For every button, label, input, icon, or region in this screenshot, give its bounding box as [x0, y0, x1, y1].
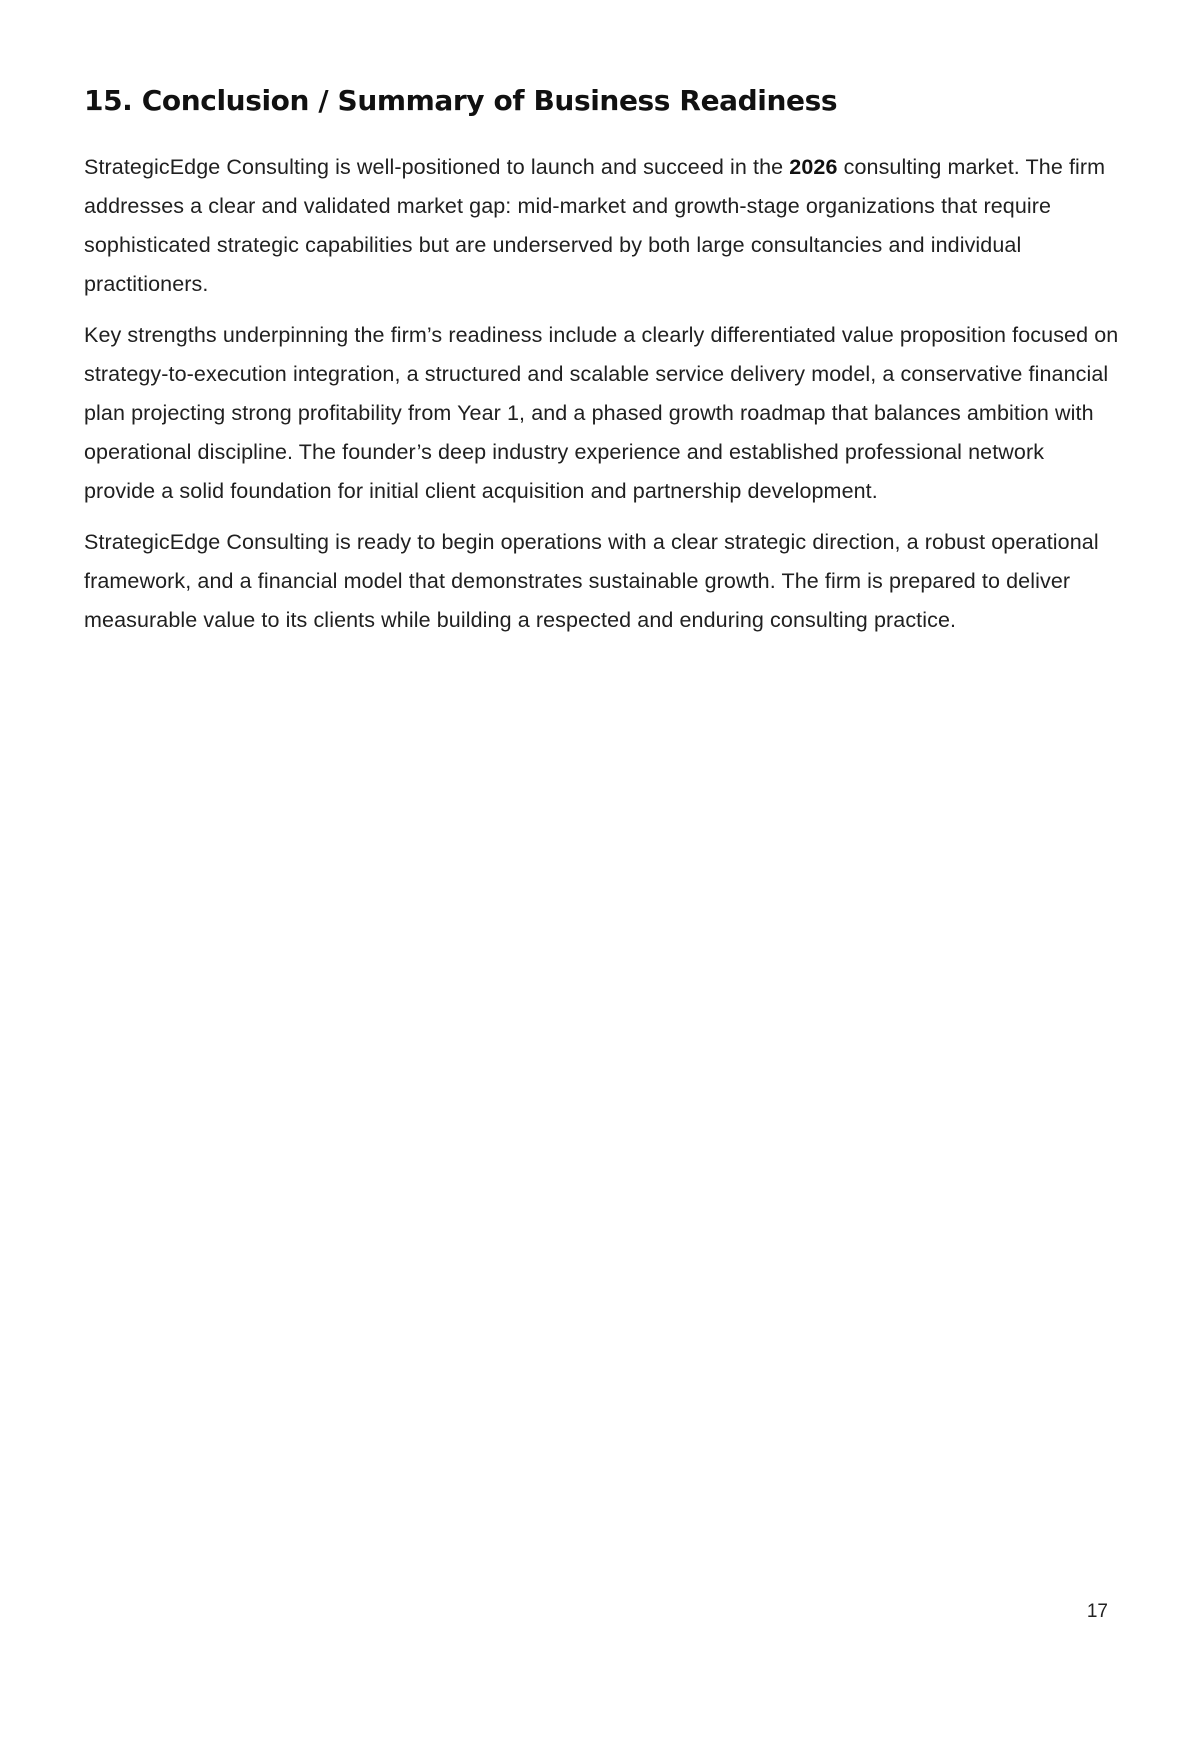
launch-year: 2026	[789, 155, 838, 179]
paragraph-intro-text-start: StrategicEdge Consulting is well-positioned to launch and succeed in the	[84, 155, 790, 179]
page-number: 17	[1086, 1601, 1108, 1622]
paragraph-readiness: StrategicEdge Consulting is ready to begin operations with a clear strategic direction, a robust operational framework, and a financial model that demonstrates sustainable growth. The firm is prepared to deliver measurable value to its clients while building a respected and enduring consulting practice.	[84, 530, 1099, 632]
paragraph-key-strengths: Key strengths underpinning the firm’s readiness include a clearly differentiated value proposition focused on strategy-to-execution integration, a structured and scalable service delivery model, a conservative financial plan projecting strong profitability from Year 1, and a phased growth roadmap that balances ambition with operational discipline. The founder’s deep industry experience and established professional network provide a solid foundation for initial client acquisition and partnership development.	[84, 323, 1119, 503]
paragraph-intro	[84, 148, 1119, 304]
paragraph-intro-text-end: consulting market. The firm addresses a clear and validated market gap: mid-market and growth-stage organizations that require sophisticated strategic capabilities but are underserved by both large consultancies and individual practitioners.	[84, 155, 1106, 296]
page-content	[84, 78, 1119, 652]
section-heading: 15. Conclusion / Summary of Business Readiness	[84, 84, 838, 117]
